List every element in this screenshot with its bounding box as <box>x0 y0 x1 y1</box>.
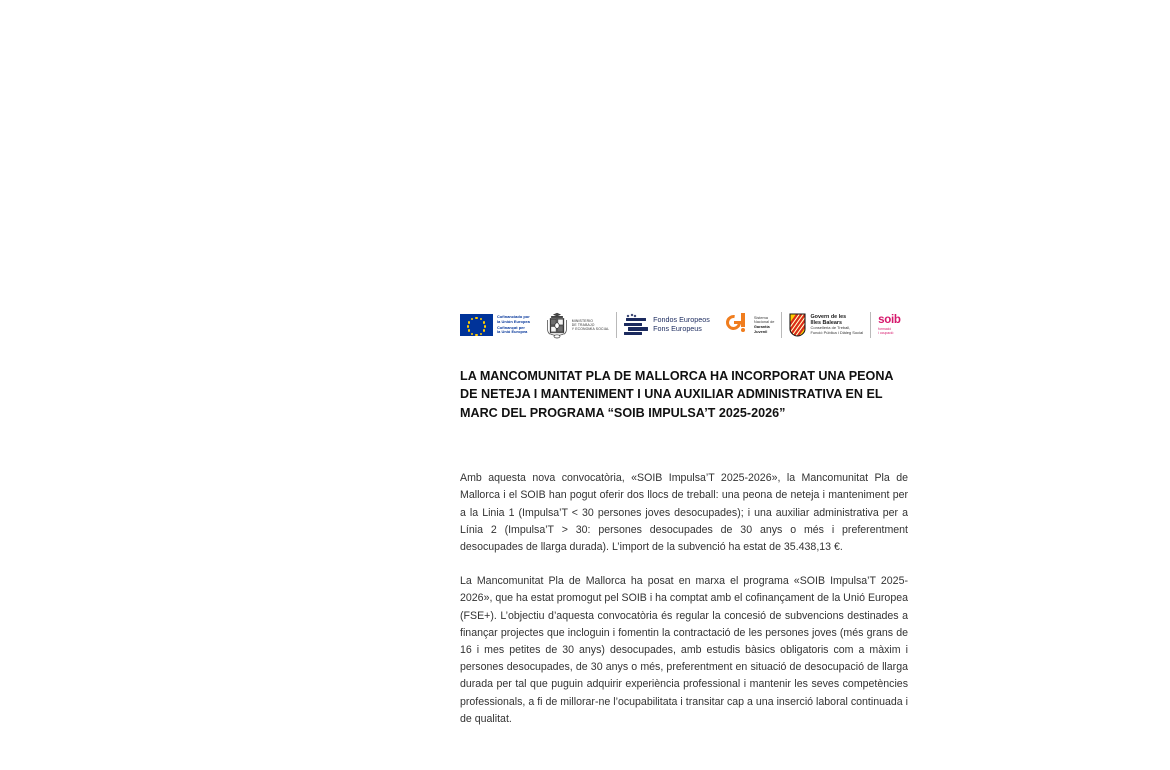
ministry-logo-text <box>572 319 609 331</box>
ministry-line3: Y ECONOMÍA SOCIAL <box>571 327 610 332</box>
fondos-europeos-text <box>653 316 710 333</box>
garantia-line3: Garantía <box>753 324 770 329</box>
govern-line2: Illes Balears <box>810 320 842 327</box>
body-paragraph-2: La Mancomunitat Pla de Mallorca ha posat en marxa el programa «SOIB Impulsa’T 2025-2026», que ha estat promogut pel SOIB i ha comptat amb el cofinançament de la Unió Europea (FSE+). L’objectiu d’aquesta convocatòria és regular la concesió de subvencions destinades a finançar projectes que incloguin i fomentin la contractació de les persones joves (més grans de 16 i mes petites de 30 anys) desocupades, amb estudis bàsics obligatoris com a màxim i persones desocupades, de 30 anys o més, preferentment en situació de desocupació de llarga durada per tal que puguin adquirir experiència professional i mantenir les seves competències professionals, a fi de millorar-ne l’ocupabilitata i transitar cap a una inserció laboral continuada i de qualitat. <box>460 575 908 725</box>
fondos-line2: Fons Europeus <box>653 324 702 333</box>
eu-logo-line1: Cofinanciado por <box>497 314 530 320</box>
garantia-line4: Juvenil <box>753 328 768 334</box>
soib-logo <box>878 315 900 336</box>
govern-line3: Conselleria de Treball, <box>810 325 851 331</box>
govern-illes-balears-logo <box>789 313 863 337</box>
eu-logo-text <box>497 315 530 335</box>
garantia-line1: Sistema <box>753 314 768 320</box>
page-title: LA MANCOMUNITAT PLA DE MALLORCA HA INCORPORAT UNA PEONA DE NETEJA I MANTENIMENT I UNA AUXILIAR ADMINISTRATIVA EN EL MARC DEL PROGRAMA “SOIB IMPULSA’T 2025-2026” <box>460 369 894 420</box>
fondos-europeos-logo <box>624 314 710 336</box>
eu-logo-line4: la Unió Europea <box>497 329 528 335</box>
soib-wordmark: soib <box>878 313 901 326</box>
govern-illes-balears-text <box>810 314 863 336</box>
soib-line1: formació <box>878 327 892 332</box>
garantia-line2: Nacional de <box>753 319 775 325</box>
fondos-europeos-icon <box>624 314 648 336</box>
spain-coat-of-arms-icon <box>546 312 568 339</box>
garantia-juvenil-logo <box>726 313 775 338</box>
body-paragraph-1: Amb aquesta nova convocatòria, «SOIB Impulsa’T 2025-2026», la Mancomunitat Pla de Mallorca i el SOIB han pogut oferir dos llocs de treball: una peona de neteja i manteniment per a la Linia 1 (Impulsa’T < 30 persones joves desocupades); i una auxiliar administrativa per a Línia 2 (Impulsa’T > 30: persones desocupades de 30 anys o més i preferentment desocupades de llarga durada). L’import de la subvenció ha estat de 35.438,13 €. <box>460 472 908 554</box>
soib-line2: i ocupació <box>878 331 894 336</box>
eu-logo-line3: Cofinançat per <box>497 324 525 330</box>
logo-divider-2 <box>781 312 782 338</box>
balears-shield-icon <box>789 313 806 337</box>
ministry-line1: MINISTERIO <box>571 318 594 323</box>
ministry-logo <box>546 312 609 339</box>
ministry-line2: DE TRABAJO <box>571 322 595 327</box>
logo-divider-1 <box>616 312 617 338</box>
garantia-juvenil-text <box>754 316 775 335</box>
garantia-juvenil-icon <box>726 313 750 338</box>
european-union-logo <box>460 314 530 336</box>
govern-line4: Funció Pública i Diàleg Social <box>810 330 864 336</box>
govern-line1: Govern de les <box>810 313 847 320</box>
document-content <box>460 305 908 728</box>
logo-divider-3 <box>870 312 871 338</box>
eu-flag-icon <box>460 314 493 336</box>
funding-logo-bar <box>460 305 908 345</box>
article-body <box>460 470 908 728</box>
fondos-line1: Fondos Europeos <box>653 315 710 325</box>
soib-tagline <box>878 327 893 335</box>
eu-logo-line2: la Unión Europea <box>497 318 530 324</box>
